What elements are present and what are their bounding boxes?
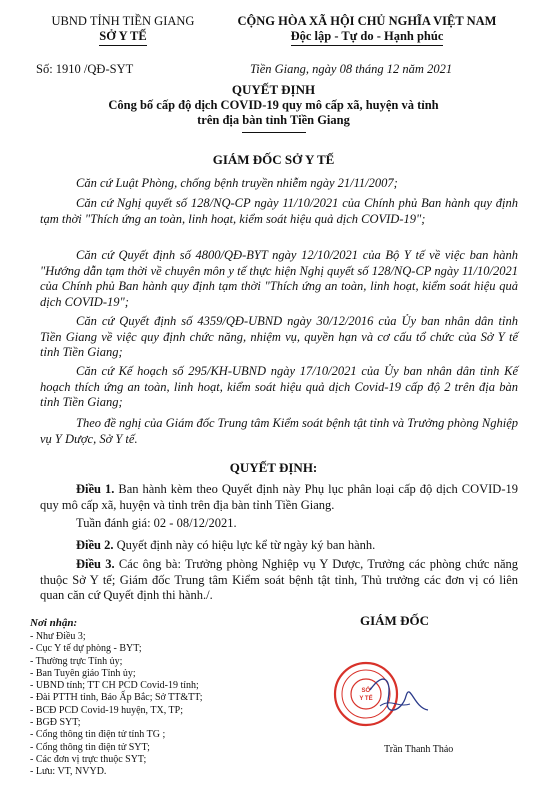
list-item: - BGĐ SYT;: [30, 717, 81, 729]
list-item: - Cục Y tế dự phòng - BYT;: [30, 643, 142, 655]
ground-paragraph: Căn cứ Luật Phòng, chống bệnh truyền nhiễm ngày 21/11/2007;: [76, 176, 398, 190]
article-text: Ban hành kèm theo Quyết định này Phụ lục phân loại cấp độ dịch COVID-19 quy mô cấp xã, huyện và tỉnh trên địa bàn tỉnh Tiền Giang.: [40, 482, 519, 512]
subtitle-line: Công bố cấp độ dịch COVID-19 quy mô cấp xã, huyện và tỉnh: [108, 98, 439, 112]
ground-paragraph: Căn cứ Kế hoạch số 295/KH-UBND ngày 17/10/2021 của Ủy ban nhân dân tỉnh Kế hoạch thích ứng an toàn, linh hoạt, kiểm soát hiệu quả dịch Covid-19 cấp độ 2 trên địa bàn tỉnh Tiền Giang;: [40, 364, 518, 409]
svg-text:SỞ: SỞ: [361, 688, 371, 694]
ground-paragraph: Căn cứ Nghị quyết số 128/NQ-CP ngày 11/10/2021 của Chính phủ Ban hành quy định tạm thời "Thích ứng an toàn, linh hoạt, kiểm soát hiệu quả dịch COVID-19";: [40, 196, 518, 226]
subtitle-line: trên địa bàn tỉnh Tiền Giang: [197, 113, 350, 127]
ground-paragraph: Theo đề nghị của Giám đốc Trung tâm Kiểm soát bệnh tật tỉnh và Trưởng phòng Nghiệp vụ Y Dược, Sở Y tế.: [40, 416, 518, 446]
svg-text:Y TẾ: Y TẾ: [359, 696, 373, 702]
province-committee-name: UBND TỈNH TIỀN GIANG: [51, 14, 195, 28]
title-underline: [242, 132, 306, 133]
list-item: - Các đơn vị trực thuộc SYT;: [30, 753, 147, 765]
document-title: QUYẾT ĐỊNH: [231, 82, 316, 97]
article-label: Điều 3.: [76, 557, 115, 571]
article-text: Quyết định này có hiệu lực kể từ ngày ký ban hành.: [113, 538, 376, 552]
issuer-heading: GIÁM ĐỐC SỞ Y TẾ: [212, 152, 335, 167]
list-item: - Thường trực Tỉnh ủy;: [30, 655, 123, 667]
ground-paragraph: Căn cứ Quyết định số 4359/QĐ-UBND ngày 30/12/2016 của Ủy ban nhân dân tỉnh Tiền Giang về việc quy định chức năng, nhiệm vụ, quyền hạn và cơ cấu tổ chức của Sở Y tế tỉnh Tiền Giang;: [40, 314, 518, 359]
motto-line: Độc lập - Tự do - Hạnh phúc: [291, 29, 444, 46]
national-motto: [206, 14, 528, 46]
list-item: - Đài PTTH tỉnh, Báo Ấp Bắc; Sở TT&TT;: [30, 692, 203, 704]
date-place: Tiền Giang, ngày 08 tháng 12 năm 2021: [250, 62, 453, 76]
list-item: - Như Điều 3;: [30, 631, 86, 642]
list-item: - Cổng thông tin điện tử tỉnh TG ;: [30, 729, 166, 741]
article-text: Các ông bà: Trưởng phòng Nghiệp vụ Y Dược, Trưởng các phòng chức năng thuộc Sở Y tế; Giám đốc Trung tâm Kiểm soát bệnh tật tỉnh, Thủ trưởng các đơn vị có liên quan căn cứ Quyết định thi hành./.: [40, 557, 518, 602]
article-label: Điều 1.: [76, 482, 115, 496]
article-label: Điều 2.: [76, 538, 114, 552]
article-2: [40, 538, 518, 554]
ground-paragraph: Căn cứ Quyết định số 4800/QĐ-BYT ngày 12/10/2021 của Bộ Y tế về việc ban hành "Hướng dẫn tạm thời về chuyên môn y tế thực hiện Nghị quyết số 128/NQ-CP ngày 11/10/2021 của Chính phủ Ban hành quy định tạm thời "Thích ứng an toàn, linh hoạt, kiểm soát hiệu quả dịch COVID-19";: [40, 248, 518, 309]
article-1: [40, 482, 518, 513]
document-subtitle: [100, 98, 447, 128]
decision-heading: QUYẾT ĐỊNH:: [229, 460, 318, 475]
list-item: - BCĐ PCD Covid-19 huyện, TX, TP;: [30, 704, 183, 716]
recipients-list: [30, 631, 203, 779]
signer-title: GIÁM ĐỐC: [360, 613, 429, 628]
official-stamp-icon: [332, 650, 436, 740]
list-item: - UBND tỉnh; TT CH PCD Covid-19 tỉnh;: [30, 680, 199, 692]
document-number: Số: 1910 /QĐ-SYT: [36, 62, 134, 76]
list-item: - Cổng thông tin điện tử SYT;: [30, 741, 150, 753]
nation-name: CỘNG HÒA XÃ HỘI CHỦ NGHĨA VIỆT NAM: [237, 14, 497, 28]
article-3: [40, 557, 518, 604]
recipients-title: Nơi nhận:: [30, 617, 78, 629]
department-name: SỞ Y TẾ: [99, 29, 146, 46]
list-item: - Lưu: VT, NVYD.: [30, 766, 107, 778]
article-1-week: Tuần đánh giá: 02 - 08/12/2021.: [76, 516, 237, 530]
list-item: - Ban Tuyên giáo Tỉnh ủy;: [30, 667, 136, 679]
signer-name: Trần Thanh Thảo: [384, 744, 454, 755]
issuing-authority: [28, 14, 218, 46]
